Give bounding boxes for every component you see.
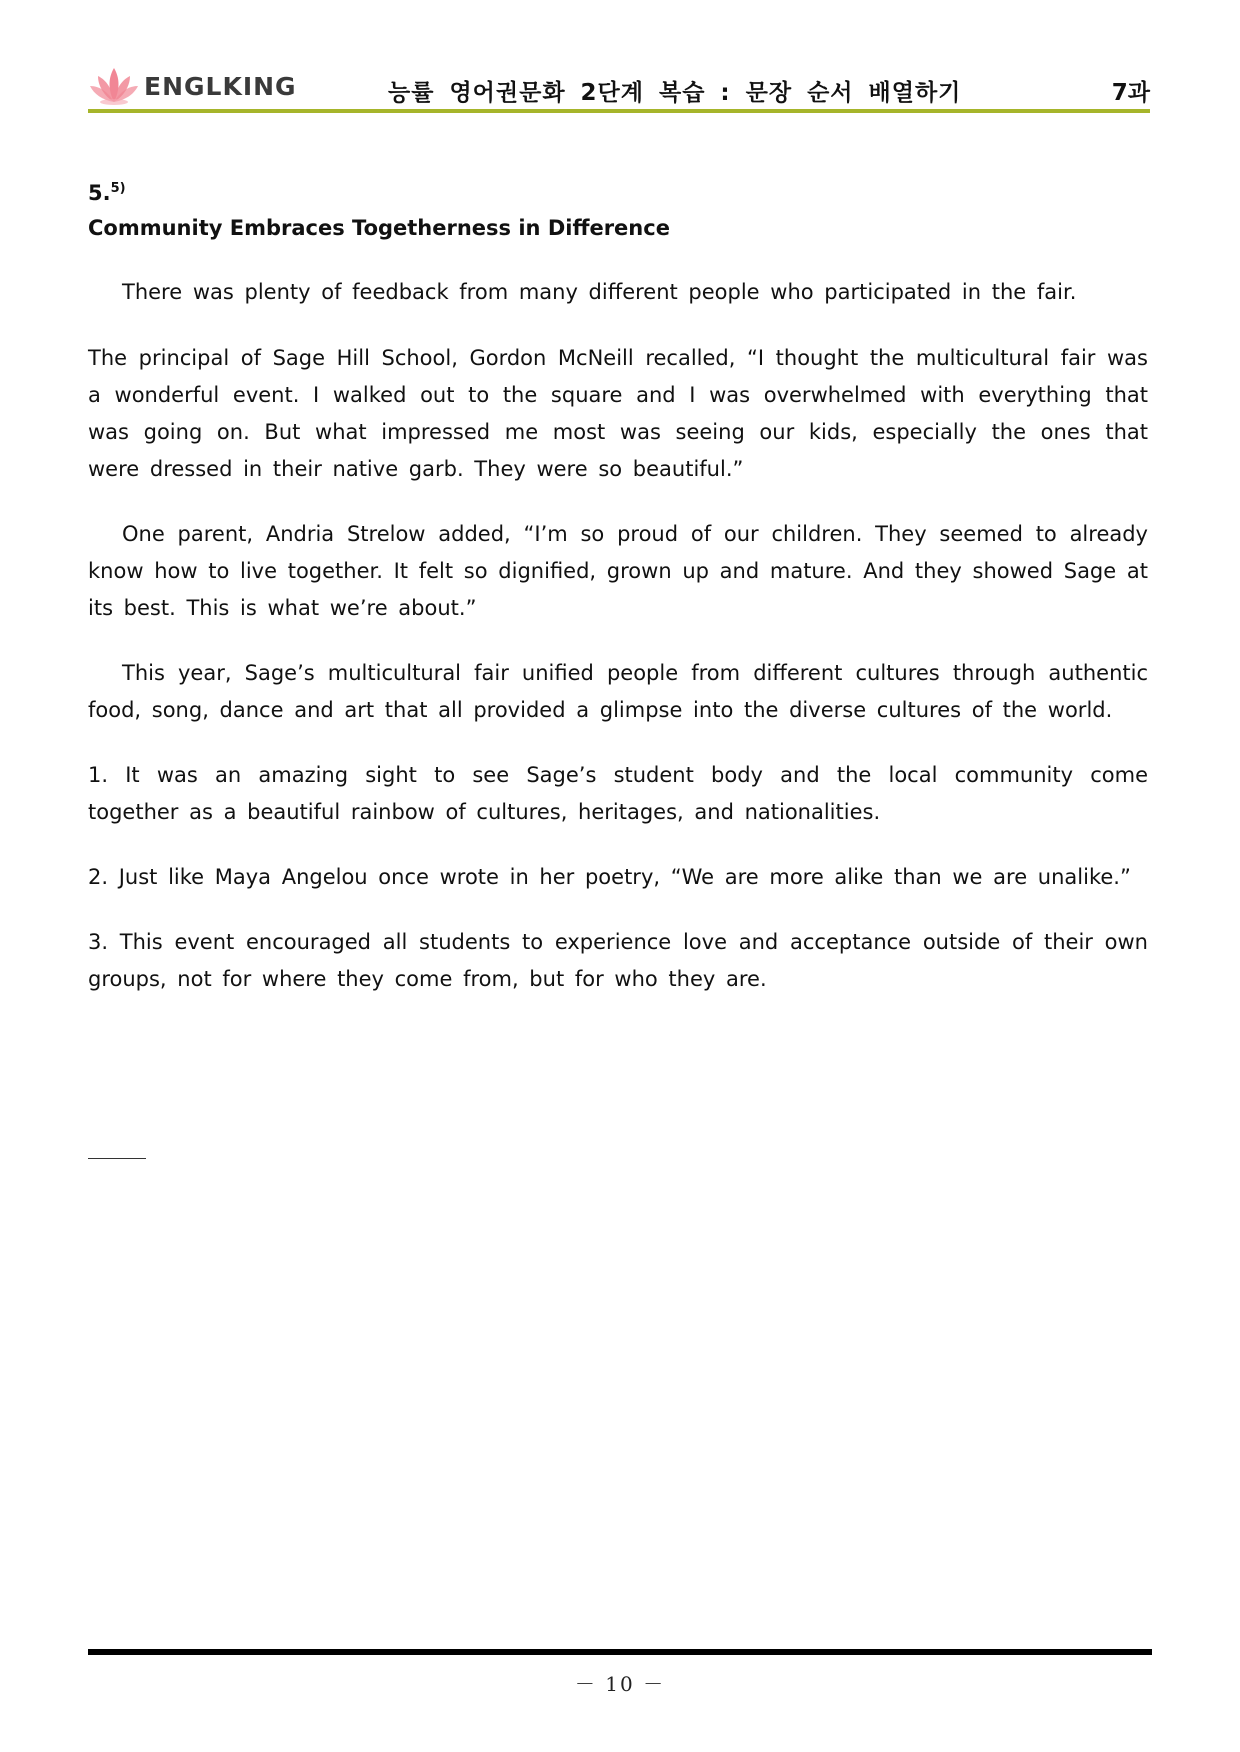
page-number: － 10 － (574, 1672, 666, 1696)
footer-divider (88, 1649, 1152, 1655)
question-number-text: 5. (88, 181, 111, 205)
option-2: 2. Just like Maya Angelou once wrote in her poetry, “We are more alike than we are unalike.” (88, 865, 1131, 889)
question-number (88, 178, 1148, 208)
paragraph-principal: The principal of Sage Hill School, Gordon McNeill recalled, “I thought the multicultural fair was a wonderful event. I walked out to the square and I was overwhelmed with everything that was going on. But what impressed me most was seeing our kids, especially the ones that were dressed in their native garb. They were so beautiful.” (88, 346, 1148, 481)
header-divider (88, 109, 1150, 113)
logo-text: ENGLKING (144, 71, 297, 101)
intro-sentence: There was plenty of feedback from many different people who participated in the fair. (122, 280, 1077, 304)
lotus-logo-icon (88, 64, 140, 108)
englking-logo (88, 64, 297, 108)
paragraph-fair: This year, Sage’s multicultural fair unified people from different cultures through authentic food, song, dance and art that all provided a glimpse into the diverse cultures of the world. (88, 661, 1148, 722)
option-1: 1. It was an amazing sight to see Sage’s student body and the local community come together as a beautiful rainbow of cultures, heritages, and nationalities. (88, 763, 1148, 824)
paragraph-parent: One parent, Andria Strelow added, “I’m so proud of our children. They seemed to already know how to live together. It felt so dignified, grown up and mature. And they showed Sage at its best. This is what we’re about.” (88, 522, 1148, 620)
lesson-number: 7과 (1111, 80, 1150, 106)
header-title: 능률 영어권문화 2단계 복습 : 문장 순서 배열하기 (388, 80, 962, 106)
passage-title: Community Embraces Togetherness in Difference (88, 216, 670, 240)
footnote-ref: 5) (110, 181, 126, 196)
page-header (88, 58, 1150, 110)
footnote-divider (88, 1158, 146, 1159)
option-3: 3. This event encouraged all students to experience love and acceptance outside of their own groups, not for where they come from, but for who they are. (88, 930, 1148, 991)
question-content (88, 178, 1148, 998)
